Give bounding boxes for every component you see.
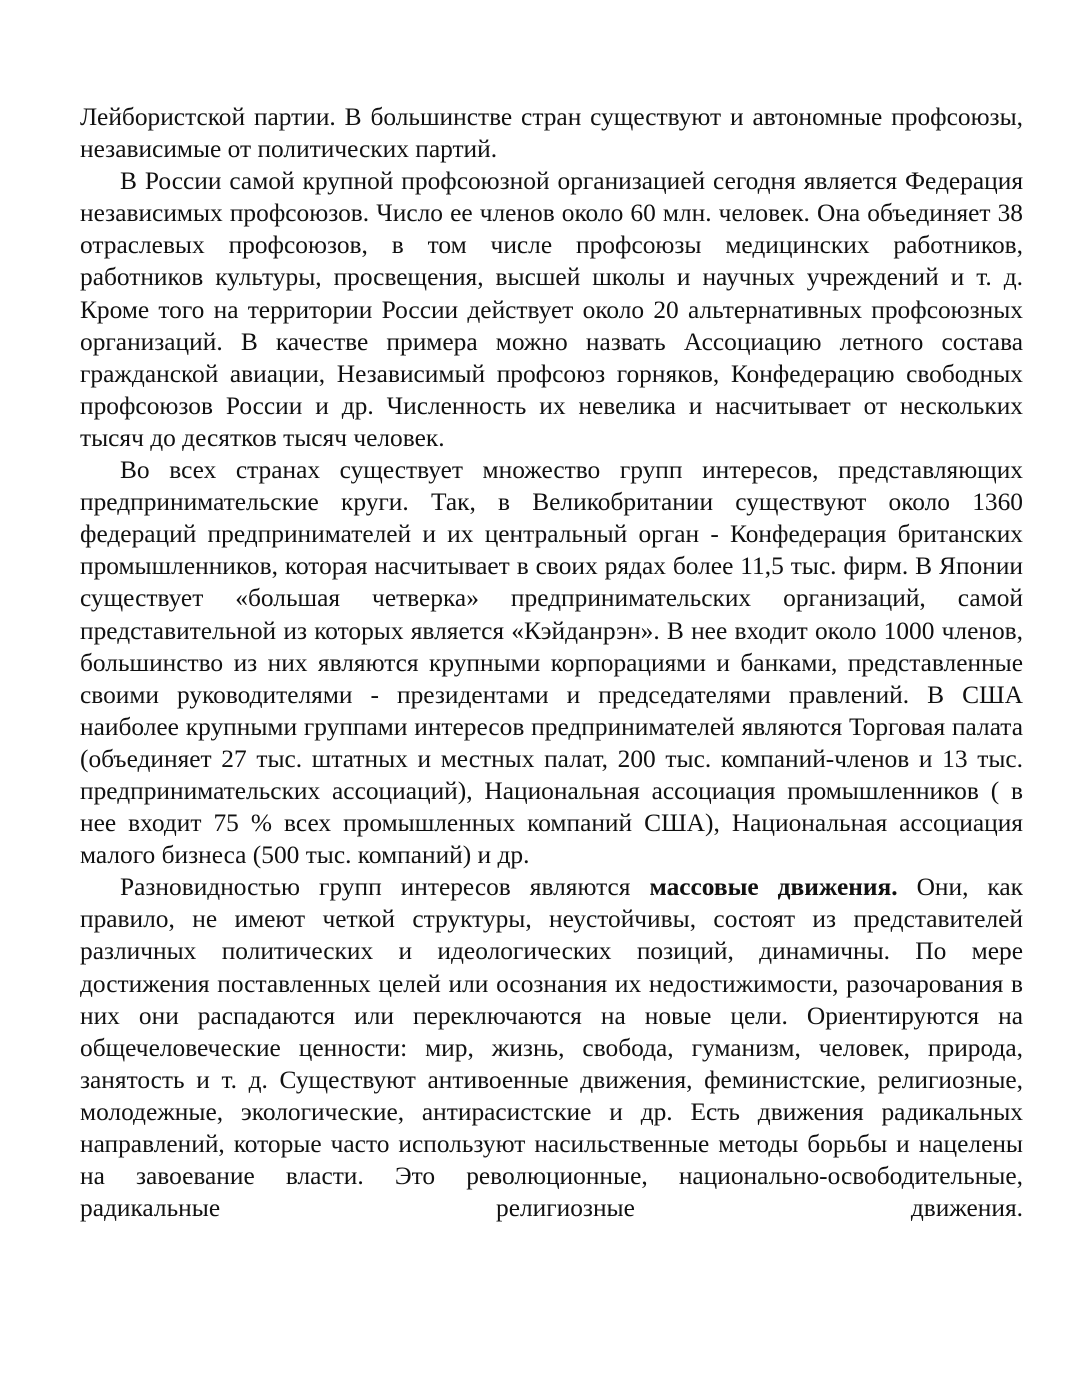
paragraph-2: В России самой крупной профсоюзной организацией сегодня является Федерация независимых профсоюзов. Число ее членов около 60 млн. человек. Она объединяет 38 отраслевых профсоюзов, в том числе профсоюзы медицинских работников, работников культуры, просвещения, высшей школы и научных учреждений и т. д. Кроме того на территории России действует около 20 альтернативных профсоюзных организаций. В качестве примера можно назвать Ассоциацию летного состава гражданской авиации, Независимый профсоюз горняков, Конфедерацию свободных профсоюзов России и др. Численность их невелика и насчитывает от нескольких тысяч до десятков тысяч человек. [80, 167, 1023, 452]
paragraph-1: Лейбористской партии. В большинстве стран существуют и автономные профсоюзы, независимые от политических партий. [80, 103, 1023, 164]
paragraph-3: Во всех странах существует множество групп интересов, представляющих предпринимательские круги. Так, в Великобритании существуют около 1360 федераций предпринимателей и их центральный орган - Конфедерация британских промышленников, которая насчитывает в своих рядах более 11,5 тыс. фирм. В Японии существует «большая четверка» предпринимательских организаций, самой представительной из которых является «Кэйданрэн». В нее входит около 1000 членов, большинство из них являются крупными корпорациями и банками, представленные своими руководителями - президентами и председателями правлений. В США наиболее крупными группами интересов предпринимателей являются Торговая палата (объединяет 27 тыс. штатных и местных палат, 200 тыс. компаний-членов и 13 тыс. предпринимательских ассоциаций), Национальная ассоциация промышленников ( в нее входит 75 % всех промышленных компаний США), Национальная ассоциация малого бизнеса (500 тыс. компаний) и др. [80, 456, 1023, 870]
bold-term-mass-movements: массовые движения. [649, 873, 898, 902]
paragraph-4 [80, 871, 1023, 1224]
document-page [80, 101, 1023, 1224]
paragraph-4-body: Они, как правило, не имеют четкой структуры, неустойчивы, состоят из представителей различных политических и идеологических позиций, динамичны. По мере достижения поставленных целей или осознания их недостижимости, разочарования в них они распадаются или переключаются на новые цели. Ориентируются на общечеловеческие ценности: мир, жизнь, свобода, гуманизм, человек, природа, занятость и т. д. Существуют антивоенные движения, феминистские, религиозные, молодежные, экологические, антирасистские и др. Есть движения радикальных направлений, которые часто используют насильственные методы борьбы и нацелены на завоевание власти. Это революционные, национально-освободительные, радикальные религиозные движения. [80, 873, 1023, 1223]
paragraph-4-lead: Разновидностью групп интересов являются [120, 873, 650, 902]
